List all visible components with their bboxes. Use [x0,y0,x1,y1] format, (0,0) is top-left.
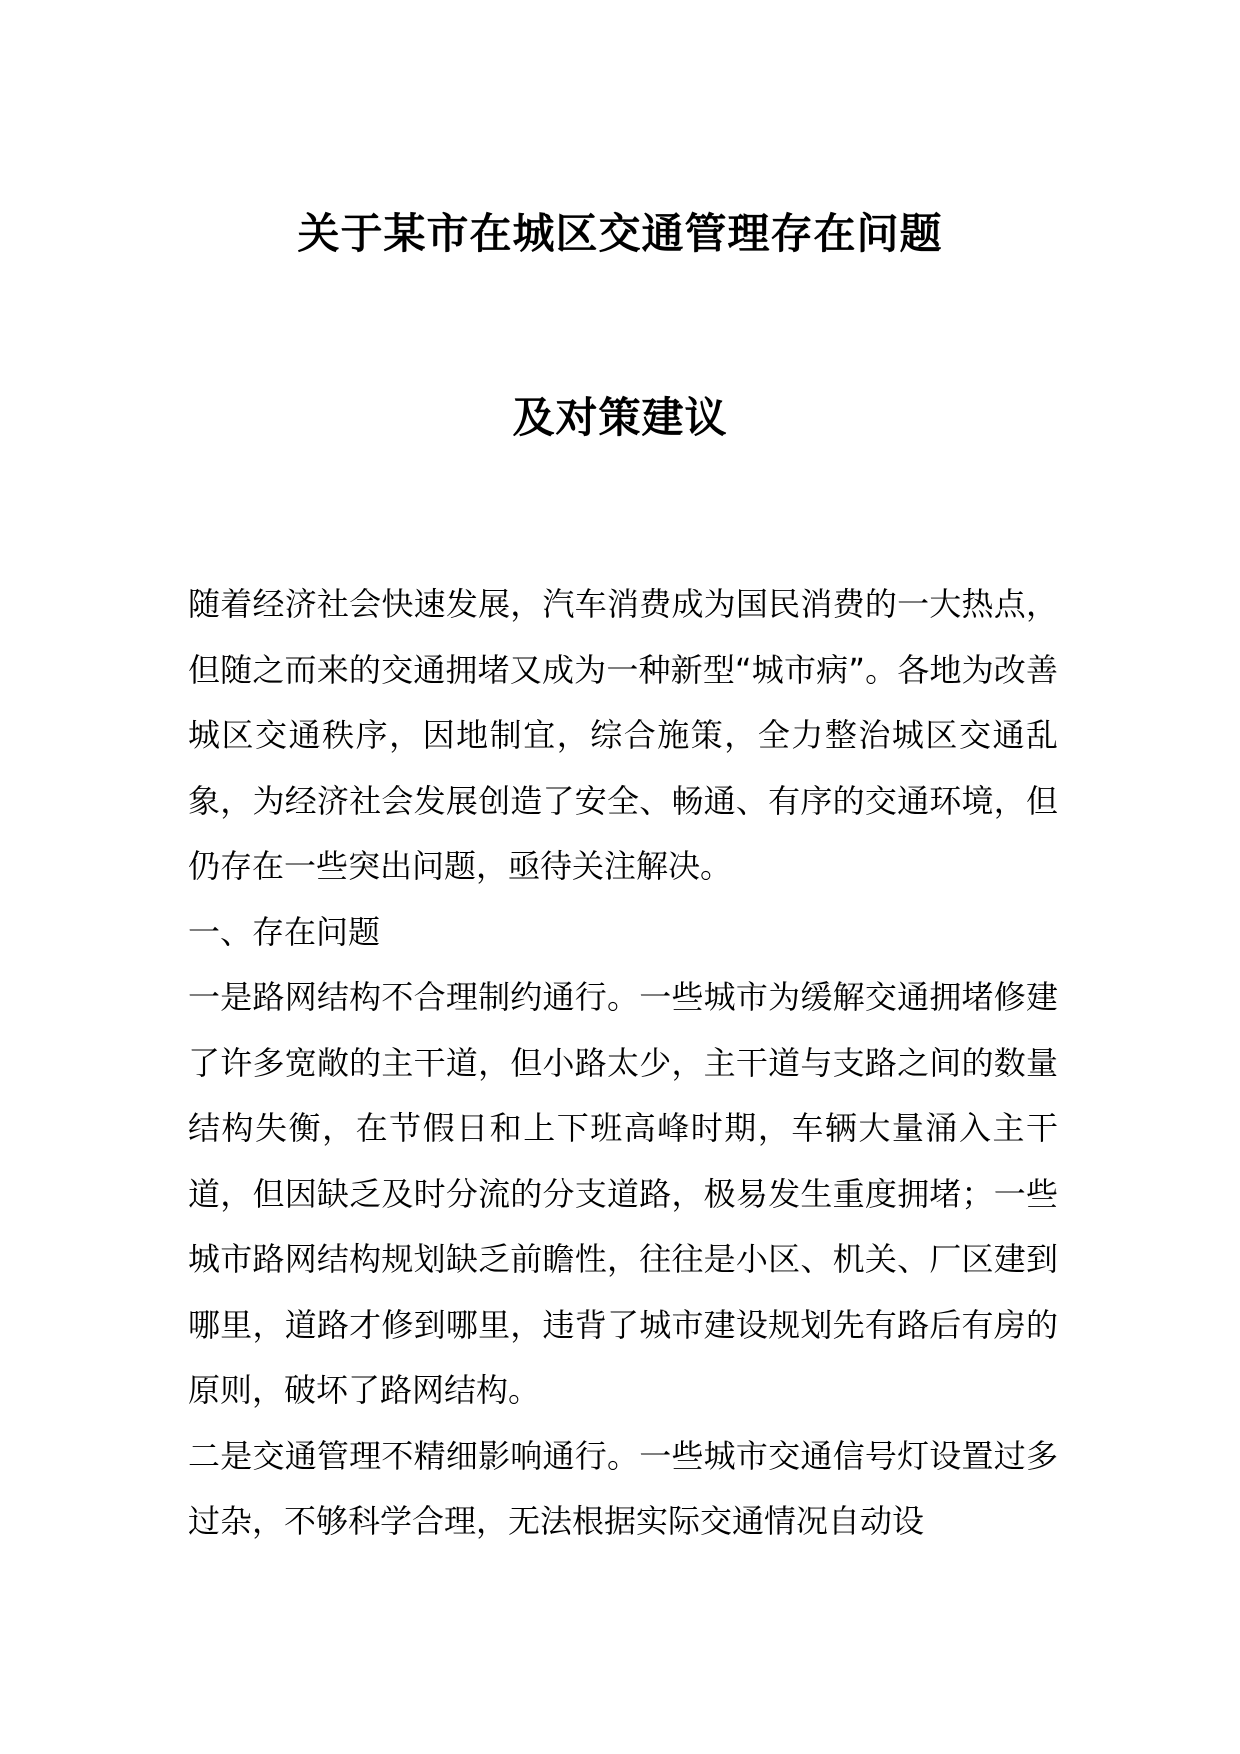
document-title-line-2: 及对策建议 [512,393,728,442]
paragraph-road-network: 一是路网结构不合理制约通行。一些城市为缓解交通拥堵修建了许多宽敞的主干道，但小路太少，主干道与支路之间的数量结构失衡，在节假日和上下班高峰时期，车辆大量涌入主干道，但因缺乏及时分流的分支道路，极易发生重度拥堵；一些城市路网结构规划缺乏前瞻性，往往是小区、机关、厂区建到哪里，道路才修到哪里，违背了城市建设规划先有路后有房的原则，破坏了路网结构。 [188,978,1058,1409]
paragraph-traffic-management: 二是交通管理不精细影响通行。一些城市交通信号灯设置过多过杂，不够科学合理，无法根据实际交通情况自动设 [188,1436,1058,1540]
document-title-line-1: 关于某市在城区交通管理存在问题 [297,209,943,258]
document-body [188,572,1058,1555]
paragraph-intro: 随着经济社会快速发展，汽车消费成为国民消费的一大热点，但随之而来的交通拥堵又成为一种新型“城市病”。各地为改善城区交通秩序，因地制宜，综合施策，全力整治城区交通乱象，为经济社会发展创造了安全、畅通、有序的交通环境，但仍存在一些突出问题，亟待关注解决。 [188,585,1058,885]
section-heading: 一、存在问题 [188,912,381,951]
